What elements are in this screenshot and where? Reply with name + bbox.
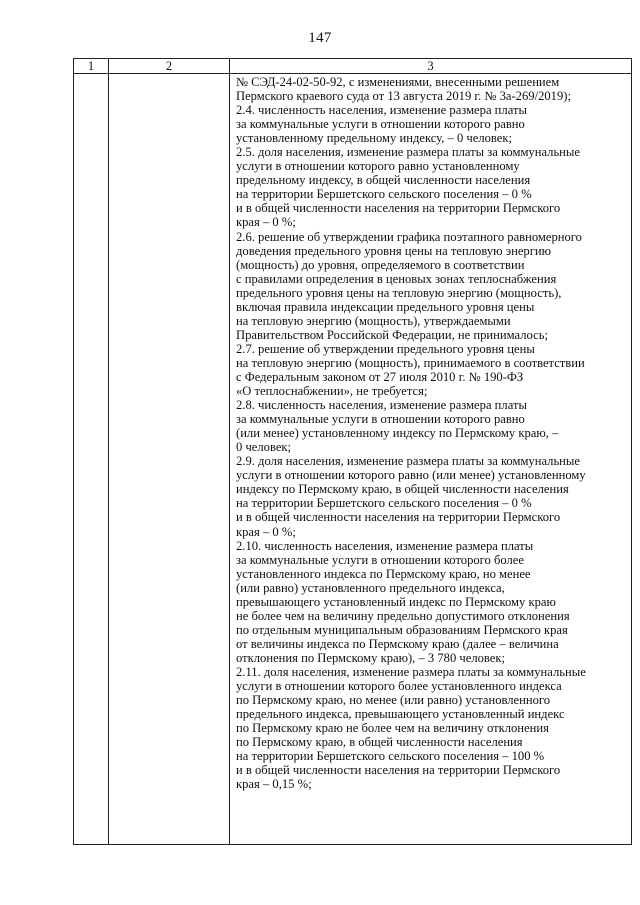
text-line: (мощность) до уровня, определяемого в соответствии [236,257,525,272]
text-line: по отдельным муниципальным образованиям Пермского края [236,622,568,637]
text-line: индексу по Пермскому краю, в общей численности населения [236,482,569,497]
text-line: 2.7. решение об утверждении предельного уровня цены [236,341,535,356]
text-line: (или менее) установленному индексу по Пермскому краю, – [236,426,559,441]
cell-col-1 [74,74,109,845]
text-line: 2.8. численность населения, изменение размера платы [236,398,527,413]
text-line: по Пермскому краю не более чем на величину отклонения [236,721,549,736]
text-line: на тепловую энергию (мощность), утверждаемыми [236,313,511,328]
document-table [73,58,632,845]
text-line: предельного уровня цены на тепловую энергию (мощность), [236,285,562,300]
text-line: по Пермскому краю, в общей численности населения [236,735,523,750]
text-line: от величины индекса по Пермскому краю (далее – величина [236,636,559,651]
text-line: и в общей численности населения на территории Пермского [236,510,561,525]
text-line: услуги в отношении которого равно (или менее) установленному [236,468,586,483]
text-line: на территории Бершетского сельского поселения – 0 % [236,496,532,511]
text-line: Пермского краевого суда от 13 августа 2019 г. № 3а-269/2019); [236,89,571,104]
text-line: превышающего установленный индекс по Пермскому краю [236,594,556,609]
text-line: на территории Бершетского сельского поселения – 100 % [236,749,545,764]
column-header-1: 1 [74,59,109,74]
text-line: включая правила индексации предельного уровня цены [236,299,535,314]
text-line: на территории Бершетского сельского поселения – 0 % [236,187,532,202]
text-line: 2.10. численность населения, изменение размера платы [236,538,534,553]
text-line: 2.6. решение об утверждении графика поэтапного равномерного [236,229,582,244]
text-line: за коммунальные услуги в отношении которого равно [236,117,525,132]
text-line: предельного индекса, превышающего установленный индекс [236,707,565,722]
text-line: края – 0 %; [236,524,296,539]
text-line: услуги в отношении которого более установленного индекса [236,679,562,694]
table-row [74,74,632,845]
column-header-2: 2 [109,59,230,74]
text-line: края – 0 %; [236,215,296,230]
text-line: установленному предельному индексу, – 0 человек; [236,131,512,146]
text-line: 0 человек; [236,440,292,455]
cell-col-2 [109,74,230,845]
table-header-row [74,59,632,74]
text-line: доведения предельного уровня цены на тепловую энергию [236,243,552,258]
text-line: Правительством Российской Федерации, не принималось; [236,327,548,342]
text-line: края – 0,15 %; [236,777,312,792]
text-line: по Пермскому краю, но менее (или равно) установленного [236,693,551,708]
page-number: 147 [308,30,332,46]
text-line: установленного индекса по Пермскому краю, но менее [236,566,531,581]
column-header-3: 3 [230,59,632,74]
text-line: услуги в отношении которого равно установленному [236,159,520,174]
text-line: с Федеральным законом от 27 июля 2010 г. № 190-ФЗ [236,369,524,384]
text-line: 2.5. доля населения, изменение размера платы за коммунальные [236,145,580,160]
cell-col-3 [230,74,632,845]
text-line: за коммунальные услуги в отношении которого более [236,552,524,567]
text-line: на тепловую энергию (мощность), принимаемого в соответствии [236,355,585,370]
text-line: (или равно) установленного предельного индекса, [236,580,505,595]
text-line: отклонения по Пермскому краю), – 3 780 человек; [236,650,505,665]
text-line: и в общей численности населения на территории Пермского [236,763,561,778]
text-line: 2.9. доля населения, изменение размера платы за коммунальные [236,454,580,469]
text-line: 2.11. доля населения, изменение размера платы за коммунальные [236,664,586,679]
text-line: 2.4. численность населения, изменение размера платы [236,103,527,118]
cell-col-3-text [230,74,631,791]
text-line: с правилами определения в ценовых зонах теплоснабжения [236,271,557,286]
text-line: за коммунальные услуги в отношении которого равно [236,412,525,427]
text-line: № СЭД-24-02-50-92, с изменениями, внесенными решением [236,75,560,89]
text-line: не более чем на величину предельно допустимого отклонения [236,608,570,623]
text-line: предельному индексу, в общей численности населения [236,173,531,188]
text-line: и в общей численности населения на территории Пермского [236,201,561,216]
text-line: «О теплоснабжении», не требуется; [236,384,428,399]
